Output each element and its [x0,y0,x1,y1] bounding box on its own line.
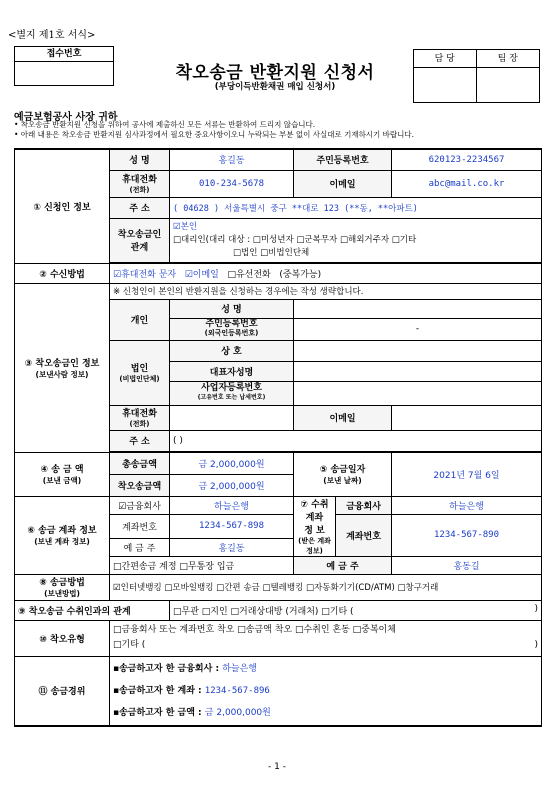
corp-biz-label-sub: (고유번호 또는 납세번호) [197,394,266,401]
section8-title [15,574,110,600]
corp-name-label: 상 호 [170,340,294,361]
error-type-options[interactable] [110,620,542,656]
note-item: • 착오송금 반환지원 신청을 위하여 공사에 제출하신 모든 서류는 반환하여 드리지 않습니다. [14,120,316,129]
error-type-other[interactable]: □기타 ( [113,640,146,650]
corp-name-value[interactable] [294,340,542,361]
section3-subtitle: (보낸사람 정보) [35,369,89,379]
address-label: 주 소 [110,197,170,218]
section7-title [294,496,336,556]
total-amount-value[interactable]: 금 2,000,000원 [170,452,294,474]
name-label: 성 명 [110,149,170,170]
s3-phone-label-text: 휴대전화 [122,409,157,419]
relation-recipient-options[interactable] [170,600,542,620]
note-item: • 아래 내용은 착오송금 반환지원 심사과정에서 필요한 중요사항이오니 누락되는 부분 없이 사실대로 기재하시기 바랍니다. [14,130,415,139]
s7-account-label: 계좌번호 [336,514,392,556]
approval-manager-label: 팀 장 [477,50,540,68]
wired-phone-checkbox[interactable]: □유선전화 [227,269,271,280]
notes [14,120,414,140]
person-rrn-value[interactable]: - [294,318,542,340]
receive-method-options[interactable] [110,263,542,283]
s3-phone-label-sub: (전화) [129,420,150,428]
section4-subtitle: (보낸 금액) [42,476,82,485]
s3-address-label: 주 소 [110,430,170,451]
section2-title: ② 수신방법 [15,263,110,283]
corp-label-text: 법인 [130,364,149,374]
page-number: - 1 - [268,762,286,772]
intended-amount-line [113,702,538,724]
applicant-phone[interactable]: 010-234-5678 [170,170,294,197]
s6-holder-label: 예 금 주 [110,538,170,556]
section8-title-text: ⑧ 송금방법 [39,578,85,588]
corp-biz-value[interactable] [294,381,542,405]
s7-holder-value[interactable]: 홍동길 [392,556,542,574]
intended-account-line [113,680,538,702]
s6-other-options[interactable]: □간편송금 계정 □무통장 입금 [110,556,294,574]
intended-account-label: ▪송금하고자 한 계좌 : [113,685,205,696]
error-type-line1[interactable]: □금융회사 또는 계좌번호 착오 □송금액 착오 □수취인 혼동 □중복이체 [113,625,396,635]
section10-title: ⑩ 착오유형 [15,620,110,656]
s6-bank-label[interactable]: ☑금융회사 [110,496,170,514]
person-rrn-label-sub: (외국인등록번호) [204,329,259,337]
s7-holder-label: 예 금 주 [294,556,392,574]
intended-amount-label: ▪송금하고자 한 금액 : [113,707,205,718]
email-label: 이메일 [294,170,392,197]
approval-staff-label: 담 당 [414,50,477,68]
person-label: 개인 [110,299,170,340]
relation-agent-checkbox[interactable]: □대리인(대리 대상 : □미성년자 □군복무자 □해외거주자 □기타 [173,234,417,245]
s6-account-label: 계좌번호 [110,514,170,538]
section1-title: ① 신청인 정보 [15,149,110,263]
approval-staff-sign [414,68,477,102]
person-rrn-label-text: 주민등록번호 [205,319,258,329]
s3-phone-value[interactable] [170,405,294,430]
applicant-address[interactable]: ( 04628 ) 서울특별시 중구 **대로 123 (**동, **아파트) [170,197,542,218]
s3-phone-label [110,405,170,430]
intended-bank-label: ▪송금하고자 한 금융회사 : [113,663,223,674]
corp-label [110,340,170,405]
s7-bank-value[interactable]: 하늘은행 [392,496,542,514]
section6-subtitle: (보낸 계좌 정보) [34,537,90,546]
corp-label-sub: (비법인단체) [119,375,160,383]
rrn-label: 주민등록번호 [294,149,392,170]
intended-bank-value[interactable]: 하늘은행 [222,663,257,674]
section7-subtitle: (받은 계좌 정보) [298,536,331,555]
section7-title-text: ⑦ 수취계좌 [300,499,329,523]
transfer-history [110,656,542,726]
receipt-number-label: 접수번호 [15,47,113,62]
section4-title-text: ④ 송 금 액 [40,465,84,475]
approval-manager-sign [477,68,540,102]
error-type-close: ) [534,640,539,650]
s3-email-label: 이메일 [294,405,392,430]
mistake-amount-label: 착오송금액 [110,474,170,496]
phone-label [110,170,170,197]
intended-account-value[interactable]: 1234-567-896 [204,685,270,696]
section5-title-text: ⑤ 송금일자 [319,465,366,475]
section6-title [15,496,110,574]
phone-label-text: 휴대전화 [122,175,157,185]
applicant-rrn[interactable]: 620123-2234567 [392,149,542,170]
email-checkbox[interactable]: ☑이메일 [184,269,219,280]
intended-bank-line [113,658,538,680]
mistake-amount-value[interactable]: 금 2,000,000원 [170,474,294,496]
person-name-value[interactable] [294,299,542,318]
s6-bank-value[interactable]: 하늘은행 [170,496,294,514]
section9-title: ⑨ 착오송금 수취인과의 관계 [15,600,170,620]
relation-self-checkbox[interactable]: ☑본인 [173,221,198,232]
corp-rep-value[interactable] [294,361,542,381]
section3-title-text: ③ 착오송금인 정보 [24,358,100,369]
transfer-date-value[interactable]: 2021년 7월 6일 [392,452,542,496]
section6-title-text: ⑥ 송금 계좌 정보 [27,526,97,536]
intended-amount-value[interactable]: 금 2,000,000원 [204,707,271,718]
relation-recipient-close: ) [534,603,539,614]
corp-biz-label [170,381,294,405]
receipt-number-box [14,46,114,86]
addressee: 예금보험공사 사장 귀하 [14,112,118,123]
document-subtitle: (부당이득반환채권 매입 신청서) [214,82,336,92]
s6-account-value[interactable]: 1234-567-898 [170,514,294,538]
person-rrn-label [170,318,294,340]
section3-note: ※ 신청인이 본인의 반환지원을 신청하는 경우에는 작성 생략합니다. [110,283,542,299]
duplicate-note: (중복가능) [279,269,322,280]
s3-email-value[interactable] [392,405,542,430]
relation-recipient-text[interactable]: □무관 □지인 □거래상대방 (거래처) □기타 ( [173,606,354,617]
s6-holder-value[interactable]: 홍길동 [170,538,294,556]
relation-options[interactable] [170,218,542,262]
sms-checkbox[interactable]: ☑휴대전화 문자 [113,269,177,280]
relation-label-text2: 관계 [130,243,149,253]
relation-label [110,218,170,262]
relation-label-text: 착오송금인 [117,230,162,240]
s3-address-value[interactable]: ( ) [170,430,542,451]
relation-corp-checkbox[interactable]: □법인 □비법인단체 [233,247,310,258]
document-title: 착오송금 반환지원 신청서 [175,63,375,83]
corp-rep-label: 대표자성명 [170,361,294,381]
approval-box [413,49,540,103]
section4-title [15,452,110,496]
section5-subtitle: (보낸 날짜) [323,476,362,485]
application-form-table [14,148,542,727]
person-name-label: 성 명 [170,299,294,318]
section8-subtitle: (보낸방법) [44,589,80,598]
transfer-method-options[interactable]: ☑인터넷뱅킹 □모바일뱅킹 □간편 송금 □텔레뱅킹 □자동화기기(CD/ATM) □창구거래 [110,574,542,600]
section11-title: ⑪ 송금경위 [15,656,110,726]
section3-title [15,283,110,452]
applicant-name[interactable]: 홍길동 [170,149,294,170]
s7-bank-label: 금융회사 [336,496,392,514]
total-amount-label: 총송금액 [110,452,170,474]
section5-title [294,452,392,496]
s7-account-value[interactable]: 1234-567-890 [392,514,542,556]
section7-title-text2: 정 보 [304,525,325,536]
corp-biz-label-text: 사업자등록번호 [201,383,262,393]
phone-label-sub: (전화) [129,186,150,194]
form-number-label: <별지 제1호 서식> [8,30,96,41]
applicant-email[interactable]: abc@mail.co.kr [392,170,542,197]
